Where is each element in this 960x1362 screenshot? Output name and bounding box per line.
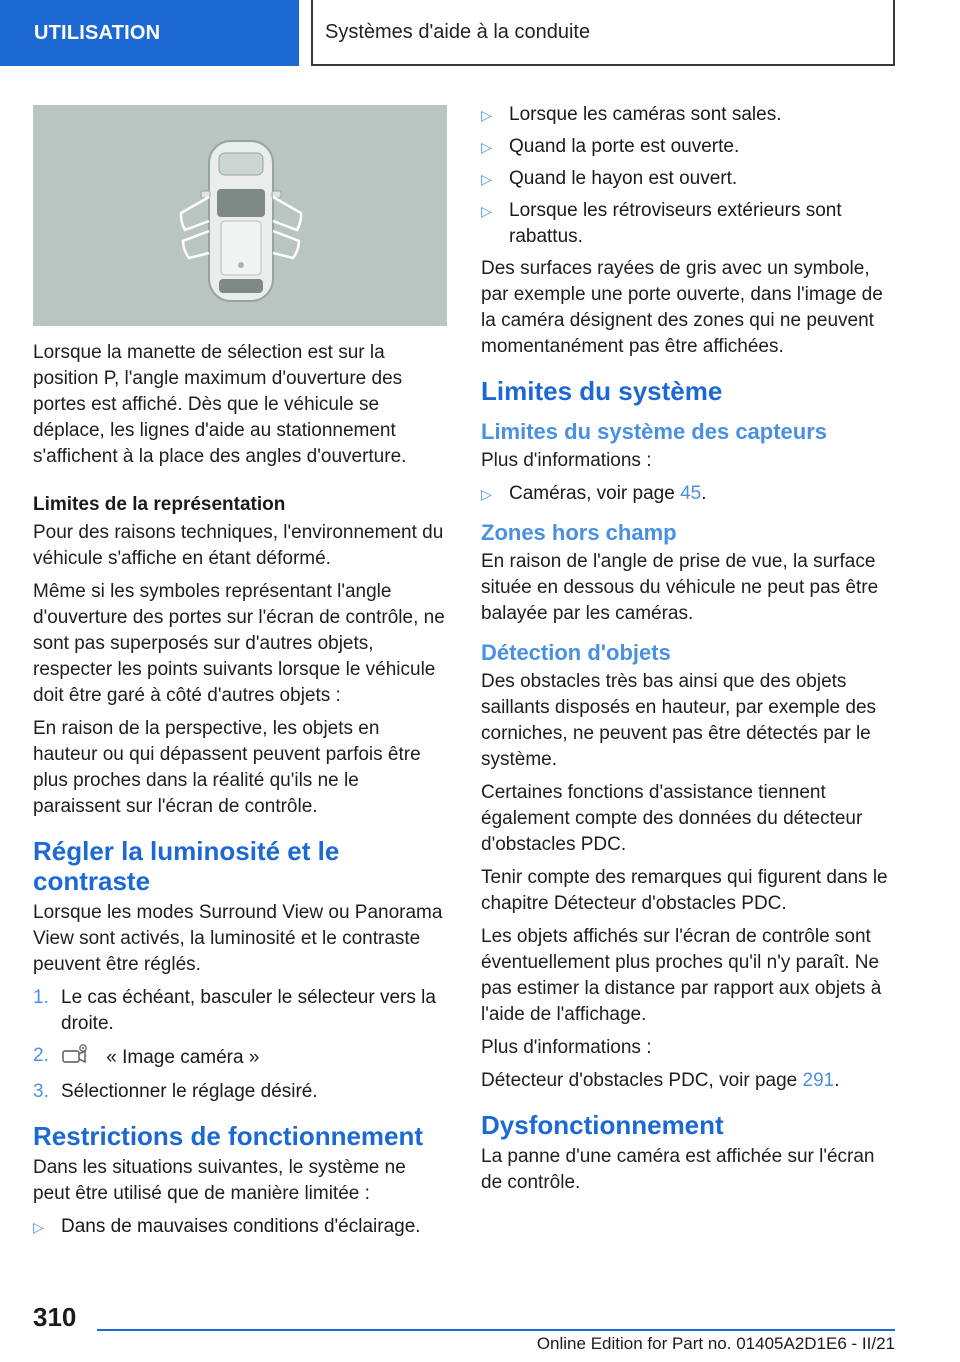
triangle-bullet-icon: ▷ — [481, 107, 492, 123]
camera-settings-icon — [61, 1043, 91, 1073]
step-item — [33, 1043, 447, 1073]
list-item — [33, 1214, 447, 1240]
car-top-view-illustration — [33, 105, 447, 326]
representation-paragraph-3: En raison de la perspective, les objets en hauteur ou qui dépassent peuvent parfois être plus proches dans la réalité qu'ils ne le paraissent sur l'écran de contrôle. — [33, 718, 421, 817]
car-door-angle-figure — [33, 105, 447, 326]
list-item-text: Lorsque les caméras sont sales. — [509, 104, 782, 125]
triangle-bullet-icon: ▷ — [481, 139, 492, 155]
list-item-text: Quand la porte est ouverte. — [509, 136, 740, 157]
detection-paragraph-1: Des obstacles très bas ainsi que des objets saillants disposés en hauteur, par exemple des corniches, ne peuvent pas être détectés par le système. — [481, 671, 877, 770]
list-item-text: Lorsque les rétroviseurs extérieurs sont rabattus. — [509, 200, 842, 247]
step-item — [33, 985, 447, 1037]
edition-footer: Online Edition for Part no. 01405A2D1E6 - II/21 — [536, 1334, 895, 1353]
sensor-info-label: Plus d'informations : — [481, 450, 652, 471]
triangle-bullet-icon: ▷ — [481, 486, 492, 502]
list-item — [481, 166, 897, 192]
malfunction-paragraph: La panne d'une caméra est affichée sur l'écran de contrôle. — [481, 1146, 875, 1193]
right-column — [481, 102, 897, 1203]
section-title: UTILISATION — [0, 0, 299, 66]
surfaces-paragraph: Des surfaces rayées de gris avec un symbole, par exemple une porte ouverte, dans l'image de la caméra désignent des zones qui ne peuvent momentanément pas être affichées. — [481, 258, 883, 357]
detection-paragraph-2: Certaines fonctions d'assistance tiennent également compte des données du détecteur d'obstacles PDC. — [481, 782, 863, 855]
detection-info-label: Plus d'informations : — [481, 1037, 652, 1058]
step-text: Le cas échéant, basculer le sélecteur vers la droite. — [61, 987, 436, 1034]
intro-paragraph: Lorsque la manette de sélection est sur la position P, l'angle maximum d'ouverture des portes est affiché. Dès que le véhicule se déplace, les lignes d'aide au stationnement s'affichent à la place des angles d'ouverture. — [33, 342, 407, 467]
brightness-steps — [33, 985, 447, 1105]
detection-paragraph-3: Tenir compte des remarques qui figurent dans le chapitre Détecteur d'obstacles PDC. — [481, 867, 888, 914]
malfunction-heading: Dysfonctionnement — [481, 1110, 724, 1140]
triangle-bullet-icon: ▷ — [481, 171, 492, 187]
list-item-text: Quand le hayon est ouvert. — [509, 168, 738, 189]
system-limits-heading: Limites du système — [481, 376, 723, 406]
triangle-bullet-icon: ▷ — [33, 1219, 44, 1235]
restrictions-heading: Restrictions de fonctionnement — [33, 1121, 424, 1151]
representation-limits-title: Limites de la représentation — [33, 494, 286, 515]
step-item — [33, 1079, 447, 1105]
list-item — [481, 134, 897, 160]
representation-paragraph-2: Même si les symboles représentant l'angle d'ouverture des portes sur l'écran de contrôle, ne sont pas superposés sur d'autres objets, respecter les points suivants lorsque le véhicule doit être garé à côté d'autres objets : — [33, 581, 445, 706]
blind-zones-paragraph: En raison de l'angle de prise de vue, la surface située en dessous du véhicule ne peut pas être balayée par les caméras. — [481, 551, 879, 624]
step-text: « Image caméra » — [106, 1047, 260, 1069]
brightness-paragraph: Lorsque les modes Surround View ou Panorama View sont activés, la luminosité et le contraste peuvent être réglés. — [33, 902, 443, 975]
restrictions-paragraph: Dans les situations suivantes, le système ne peut être utilisé que de manière limitée : — [33, 1157, 406, 1204]
footer-divider — [97, 1329, 895, 1331]
page-link-45[interactable]: 45 — [680, 483, 702, 504]
list-item — [481, 102, 897, 128]
sensor-limits-heading: Limites du système des capteurs — [481, 419, 828, 444]
left-column — [33, 105, 447, 1246]
blind-zones-heading: Zones hors champ — [481, 520, 677, 545]
list-item: ▷ Caméras, voir page 45. — [481, 481, 897, 507]
page-number: 310 — [33, 1302, 77, 1332]
detection-reference: Détecteur d'obstacles PDC, voir page 291. — [481, 1070, 840, 1091]
brightness-contrast-heading: Régler la luminosité et le contraste — [33, 836, 340, 896]
detection-paragraph-4: Les objets affichés sur l'écran de contrôle sont éventuellement plus proches qu'il n'y paraît. Ne pas estimer la distance par rapport aux objets à l'aide de l'affichage. — [481, 926, 882, 1025]
step-number: 3. — [33, 1081, 49, 1102]
sensor-list — [481, 481, 897, 507]
restrictions-list-right — [481, 102, 897, 250]
list-item-text: Caméras, voir page — [509, 483, 681, 504]
step-text: Sélectionner le réglage désiré. — [61, 1081, 318, 1102]
page-header — [0, 0, 960, 66]
chapter-title: Systèmes d'aide à la conduite — [311, 0, 895, 66]
list-item-text: Dans de mauvaises conditions d'éclairage. — [61, 1216, 421, 1237]
page-link-291[interactable]: 291 — [802, 1070, 835, 1091]
step-number: 1. — [33, 987, 49, 1008]
step-number: 2. — [33, 1045, 49, 1066]
list-item — [481, 198, 897, 250]
representation-paragraph-1: Pour des raisons techniques, l'environnement du véhicule s'affiche en étant déformé. — [33, 522, 444, 569]
triangle-bullet-icon: ▷ — [481, 203, 492, 219]
restrictions-list-left — [33, 1214, 447, 1240]
object-detection-heading: Détection d'objets — [481, 640, 671, 665]
